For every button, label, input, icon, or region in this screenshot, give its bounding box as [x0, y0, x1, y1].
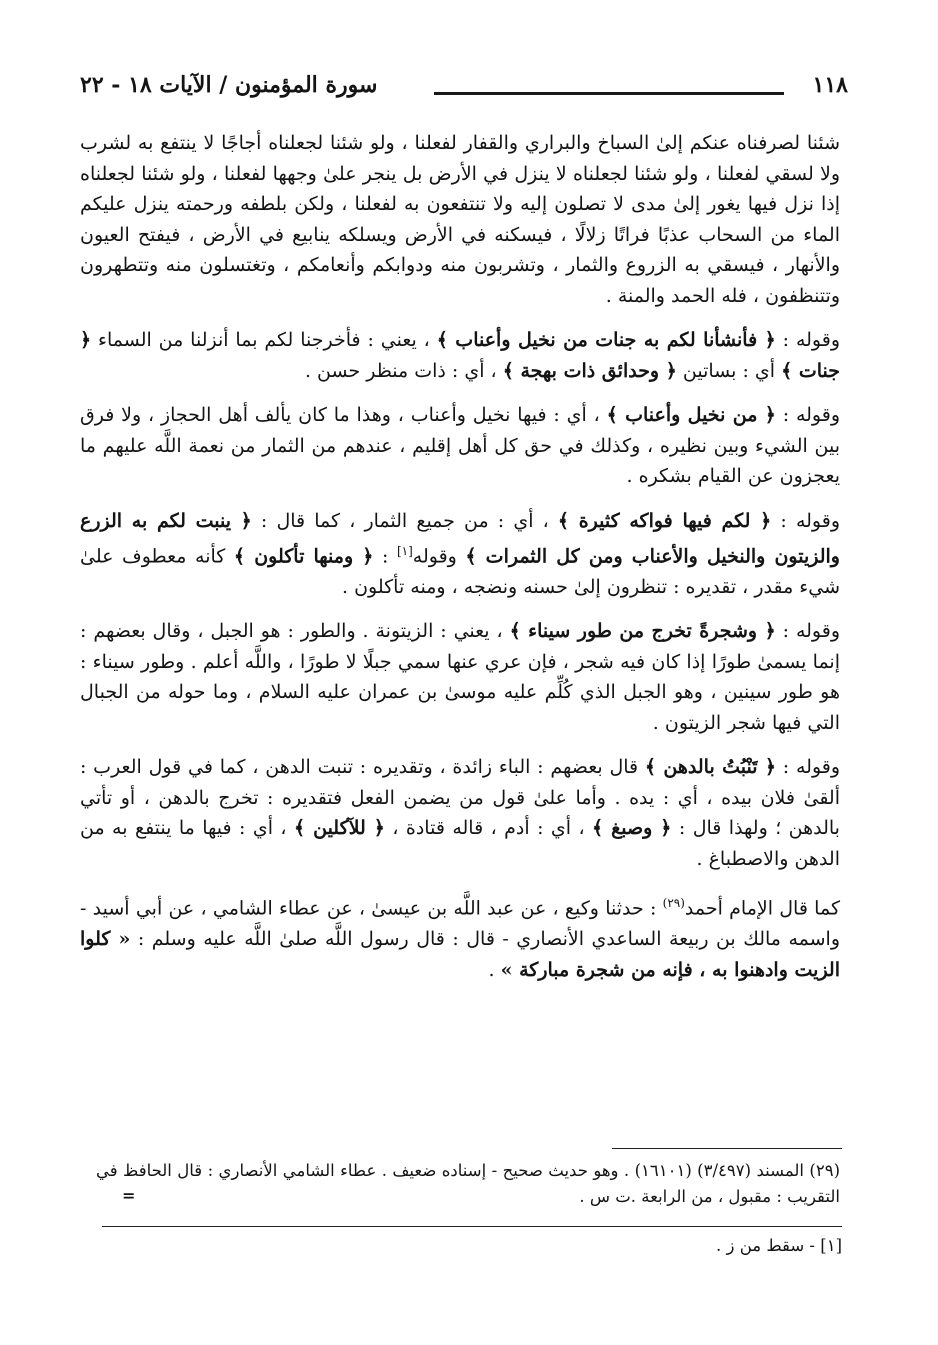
footnote: (٢٩) المسند (٣/٤٩٧) (١٦١٠١) . وهو حديث صحيح - إسناده ضعيف . عطاء الشامي الأنصاري : قال الحافظ في التقريب : مقبول ، من الرابعة .ت س . — [96, 1161, 840, 1206]
body-run: وقوله : — [771, 509, 840, 532]
header-rule — [434, 92, 784, 95]
paragraph — [80, 400, 840, 492]
body-run: ، أي : فيها نخيل وأعناب ، وهذا ما كان يألف أهل الحجاز ، ولا فرق بين الشيء وبين نظيره ، وكذلك في حق كل أهل إقليم ، عندهم من الثمار من نعمة اللَّه عليهم ما يعجزون عن القيام بشكره . — [80, 404, 840, 487]
quran-quote: ﴿ جنات ﴾ — [80, 329, 840, 382]
body-run: ، أي : أدم ، قاله قتادة ، — [384, 817, 593, 840]
paragraph — [80, 616, 840, 738]
body-run: . — [488, 958, 501, 981]
page-header — [80, 72, 848, 108]
quran-quote: ﴿ لكم فيها فواكه كثيرة ﴾ — [557, 509, 772, 532]
quran-quote: ﴿ وحدائق ذات بهجة ﴾ — [502, 359, 677, 382]
body-run: وقوله : — [775, 404, 841, 426]
body-run: ، أي : ذات منظر حسن . — [304, 359, 503, 382]
body-run: ، أي : فيها ما ينتفع به من الدهن والاصطباغ . — [80, 817, 840, 870]
body-run: وقوله : — [775, 329, 840, 351]
body-run: : — [373, 545, 397, 568]
quran-quote: ﴿ تَنْبُتُ بالدهن ﴾ — [644, 756, 776, 779]
paragraph — [80, 506, 840, 603]
body-run: ، يعني : فأخرجنا لكم بما أنزلنا من السماء — [91, 329, 437, 351]
quran-quote: ﴿ من نخيل وأعناب ﴾ — [606, 404, 776, 426]
body-run: : حدثنا وكيع ، عن عبد اللَّه بن عيسىٰ ، عن عطاء الشامي ، عن أبي أسيد - واسمه مالك بن ربيعة الساعدي الأنصاري - قال : قال رسول اللَّه صلىٰ اللَّه عليه وسلم : — [80, 897, 840, 951]
body-text — [80, 128, 840, 999]
quran-quote: ﴿ ومنها تأكلون ﴾ — [233, 545, 374, 568]
quran-quote: ﴿ للآكلين ﴾ — [293, 817, 385, 840]
reference-marker: (٢٩) — [662, 896, 685, 911]
footnote-continuation-mark: = — [122, 1186, 136, 1205]
body-run: كما قال الإمام أحمد — [684, 897, 840, 920]
quran-quote: ﴿ فأنشأنا لكم به جنات من نخيل وأعناب ﴾ — [436, 329, 776, 351]
paragraph — [80, 888, 840, 985]
page-number: ١١٨ — [812, 72, 848, 98]
editor-note: [١] - سقط من ز . — [716, 1236, 842, 1255]
body-run: وقوله — [412, 545, 466, 568]
reference-marker: [١] — [396, 544, 413, 558]
paragraph — [80, 128, 840, 311]
running-title: سورة المؤمنون / الآيات ١٨ - ٢٢ — [80, 72, 378, 98]
editor-note-separator — [102, 1226, 842, 1227]
body-run: أي : بساتين — [676, 359, 782, 382]
quran-quote: ﴿ وصبغ ﴾ — [592, 817, 672, 840]
body-run: كأنه معطوف علىٰ شيء مقدر ، تقديره : تنظرون إلىٰ حسنه ونضجه ، ومنه تأكلون . — [80, 545, 840, 598]
body-run: وقوله : — [775, 620, 840, 643]
body-run: وقوله : — [776, 756, 841, 779]
body-run: شئنا لصرفناه عنكم إلىٰ السباخ والبراري والقفار لفعلنا ، ولو شئنا لجعلناه أجاجًا لا ينتفع به لشرب ولا لسقي لفعلنا ، ولو شئنا لجعلناه لا ينزل في الأرض بل ينجر علىٰ وجهها لفعلنا ، ولو شئنا لجعلناه إذا نزل فيها يغور إلىٰ مدى لا تصلون إليه ولا تنتفعون به لفعلنا ، ولكن بلطفه ورحمته ينزل عليكم الماء من السحاب عذبًا فراتًا زلالًا ، فيسكنه في الأرض ويسلكه ينابيع في الأرض ، فيفتح العيون والأنهار ، فيسقي به الزروع والثمار ، وتشربون منه ودوابكم وأنعامكم ، وتغتسلون منه وتتطهرون وتتنظفون ، فله الحمد والمنة . — [80, 132, 840, 307]
body-run: ، أي : من جميع الثمار ، كما قال : — [251, 509, 558, 532]
quran-quote: ﴿ ينبت لكم به الزرع والزيتون والنخيل والأعناب ومن كل الثمرات ﴾ — [80, 509, 840, 568]
footnote-separator — [612, 1148, 842, 1149]
paragraph — [80, 752, 840, 874]
body-run: قال بعضهم : الباء زائدة ، وتقديره : تنبت الدهن ، كما في قول العرب : ألقىٰ فلان بيده ، أي : يده . وأما علىٰ قول من يضمن الفعل فتقديره : تخرج بالدهن ، أو تأتي بالدهن ؛ ولهذا قال : — [80, 756, 840, 840]
quran-quote: « كلوا الزيت وادهنوا به ، فإنه من شجرة مباركة » — [80, 928, 840, 981]
quran-quote: ﴿ وشجرةً تخرج من طور سيناء ﴾ — [509, 620, 776, 643]
paragraph — [80, 325, 840, 386]
body-run: ، يعني : الزيتونة . والطور : هو الجبل ، وقال بعضهم : إنما يسمىٰ طورًا إذا كان فيه شجر ، فإن عري عنها سمي جبلًا لا طورًا ، واللَّه أعلم . وطور سيناء : هو طور سينين ، وهو الجبل الذي كُلِّم عليه موسىٰ بن عمران عليه السلام ، وما حوله من الجبال التي فيها شجر الزيتون . — [80, 620, 840, 734]
